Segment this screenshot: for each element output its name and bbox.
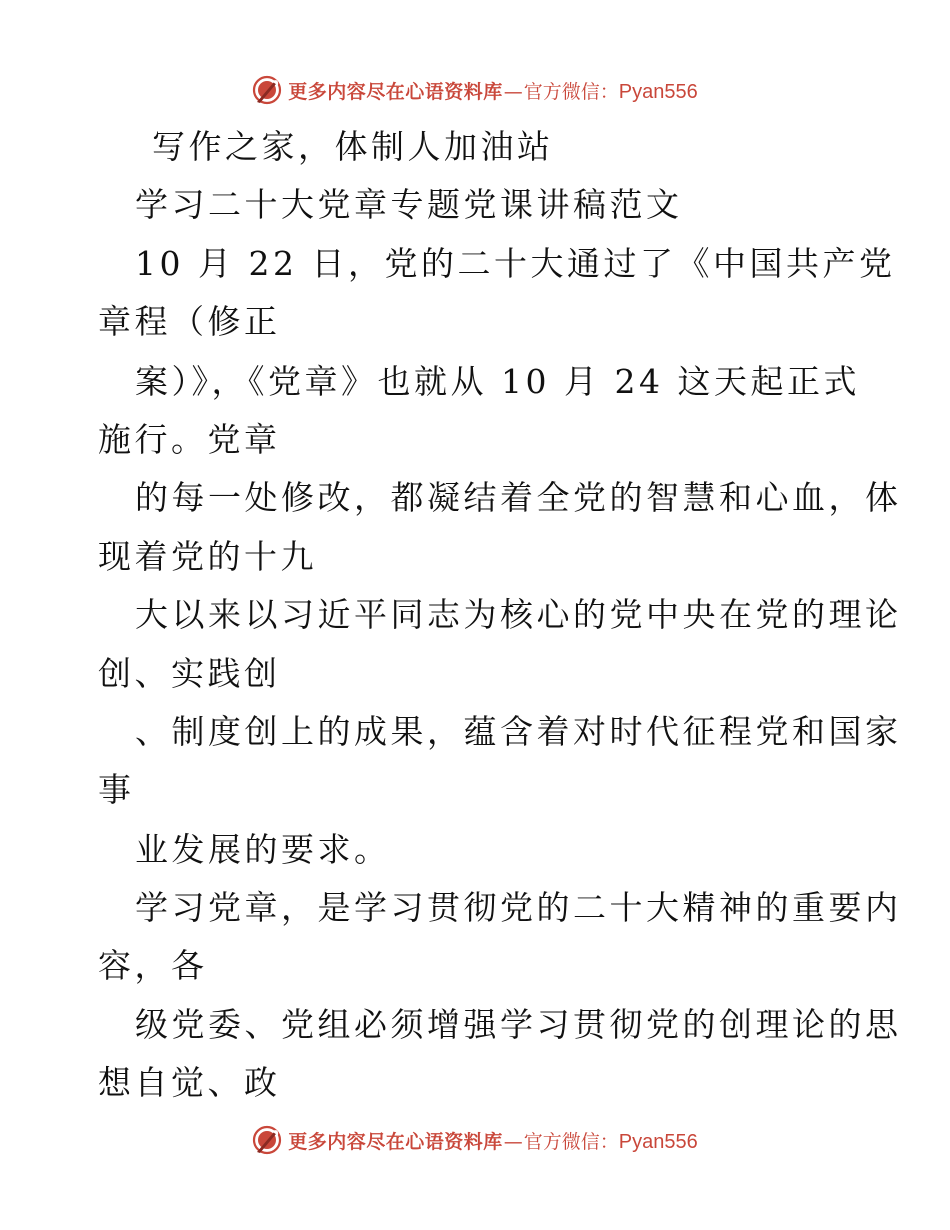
footer-banner-wechat-id: Pyan556 [618, 1130, 698, 1153]
header-banner [0, 72, 950, 108]
document-line: 10 月 22 日，党的二十大通过了《中国共产党 [135, 244, 896, 283]
document-line: 想自觉、政 [98, 1063, 281, 1102]
header-banner-wechat-id: Pyan556 [618, 80, 698, 103]
document-line: 、制度创上的成果，蕴含着对时代征程党和国家 [135, 712, 902, 751]
document-line: 写作之家，体制人加油站 [152, 127, 554, 166]
document-line: 容，各 [98, 946, 208, 985]
document-line: 的每一处修改，都凝结着全党的智慧和心血，体 [135, 478, 902, 517]
header-banner-wechat-label: 官方微信： [523, 80, 619, 103]
document-line: 创、实践创 [98, 654, 281, 693]
document-line: 现着党的十九 [98, 537, 317, 576]
document-title: 学习二十大党章专题党课讲稿范文 [135, 185, 683, 224]
footer-banner-main: 更多内容尽在心语资料库 [288, 1130, 503, 1153]
header-banner-main: 更多内容尽在心语资料库 [288, 80, 503, 103]
document-line: 学习党章，是学习贯彻党的二十大精神的重要内 [135, 888, 902, 927]
header-banner-text [288, 77, 698, 104]
document-line: 级党委、党组必须增强学习贯彻党的创理论的思 [135, 1005, 902, 1044]
quill-pen-logo-icon [252, 1125, 282, 1155]
document-line: 案）》，《党章》也就从 10 月 24 这天起正式 [135, 362, 860, 401]
footer-banner [0, 1122, 950, 1158]
document-line: 章程（修正 [98, 302, 281, 341]
footer-banner-text [288, 1127, 698, 1154]
header-banner-dash: — [503, 80, 523, 103]
footer-banner-wechat-label: 官方微信： [523, 1130, 619, 1153]
quill-pen-logo-icon [252, 75, 282, 105]
document-line: 施行。党章 [98, 420, 281, 459]
footer-banner-dash: — [503, 1130, 523, 1153]
document-line: 业发展的要求。 [135, 830, 391, 869]
document-line: 事 [98, 770, 135, 809]
document-line: 大以来以习近平同志为核心的党中央在党的理论 [135, 595, 902, 634]
